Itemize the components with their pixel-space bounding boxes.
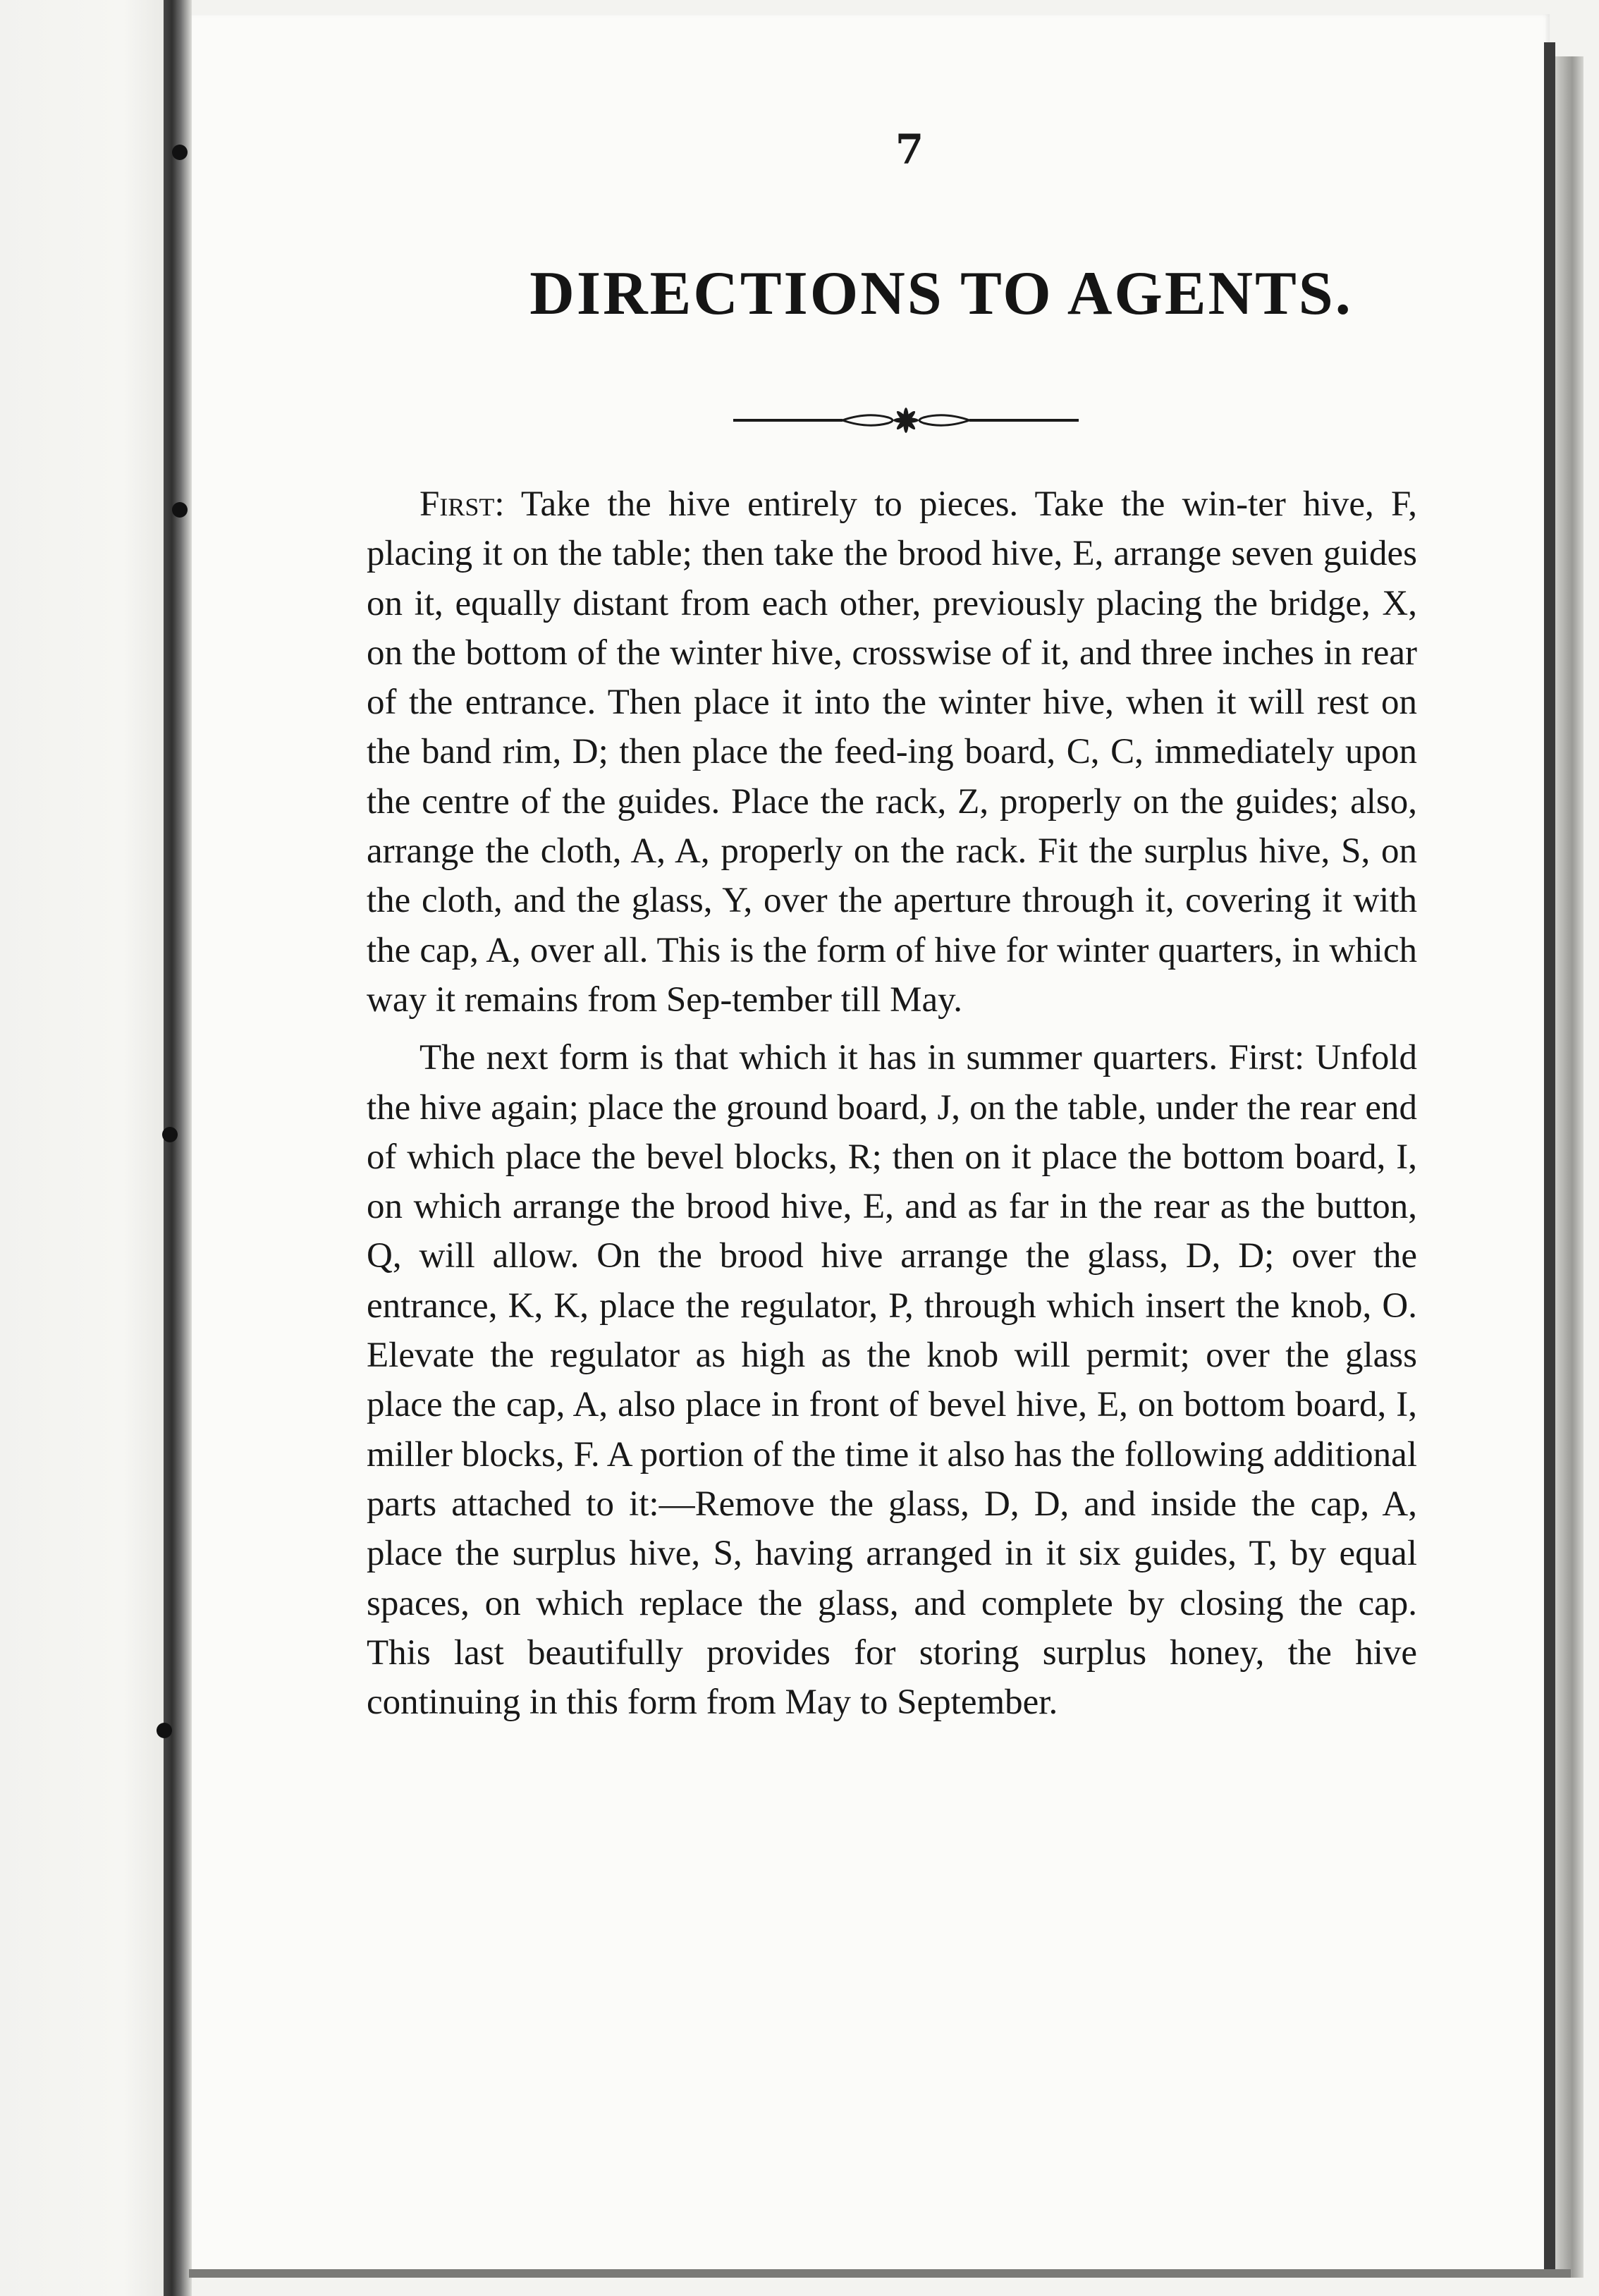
- page-number: 7: [895, 126, 924, 173]
- page-stack-edge: [1555, 56, 1583, 2278]
- paragraph-first-form: [367, 480, 1417, 1025]
- binding-thread-mark: [172, 502, 188, 518]
- book-gutter: [164, 0, 192, 2296]
- paragraph-lead: First: [419, 484, 495, 524]
- paragraph-text: : Take the hive entirely to pieces. Take the win-ter hive, F, placing it on the table; then take the brood hive, E, arrange seven guides on it, equally distant from each other, previously placing the bridge, X, on the bottom of the winter hive, crosswise of it, and three inches in rear of the entrance. Then place it into the winter hive, when it will rest on the band rim, D; then place the feed-ing board, C, C, immediately upon the centre of the guides. Place the rack, Z, properly on the guides; also, arrange the cloth, A, A, properly on the rack. Fit the surplus hive, S, on the cloth, and the glass, Y, over the aperture through it, covering it with the cap, A, over all. This is the form of hive for winter quarters, in which way it remains from Sep-tember till May.: [367, 484, 1417, 1020]
- paragraph-text: The next form is that which it has in summer quarters. First: Unfold the hive again; place the ground board, J, on the table, under the rear end of which place the bevel blocks, R; then on it place the bottom board, I, on which arrange the brood hive, E, and as far in the rear as the button, Q, will allow. On the brood hive arrange the glass, D, D; over the entrance, K, K, place the regulator, P, through which insert the knob, O. Elevate the regulator as high as the knob will permit; over the glass place the cap, A, also place in front of bevel hive, E, on bottom board, I, miller blocks, F. A portion of the time it also has the following additional parts attached to it:—Remove the glass, D, D, and inside the cap, A, place the surplus hive, S, having arranged in it six guides, T, by equal spaces, on which replace the glass, and complete by closing the cap. This last beautifully provides for storing surplus honey, the hive continuing in this form from May to September.: [367, 1038, 1417, 1723]
- page-bottom-edge: [189, 2269, 1571, 2278]
- body-text: [367, 480, 1417, 1727]
- paragraph-summer-form: [367, 1033, 1417, 1727]
- decorative-divider-ornament: [733, 399, 1079, 441]
- page-title: DIRECTIONS TO AGENTS.: [529, 259, 1353, 328]
- binding-thread-mark: [157, 1723, 172, 1738]
- binding-thread-mark: [172, 145, 188, 160]
- page-edge-shadow: [1544, 42, 1555, 2278]
- binding-thread-mark: [162, 1127, 178, 1142]
- facing-page-edge: [0, 0, 176, 2296]
